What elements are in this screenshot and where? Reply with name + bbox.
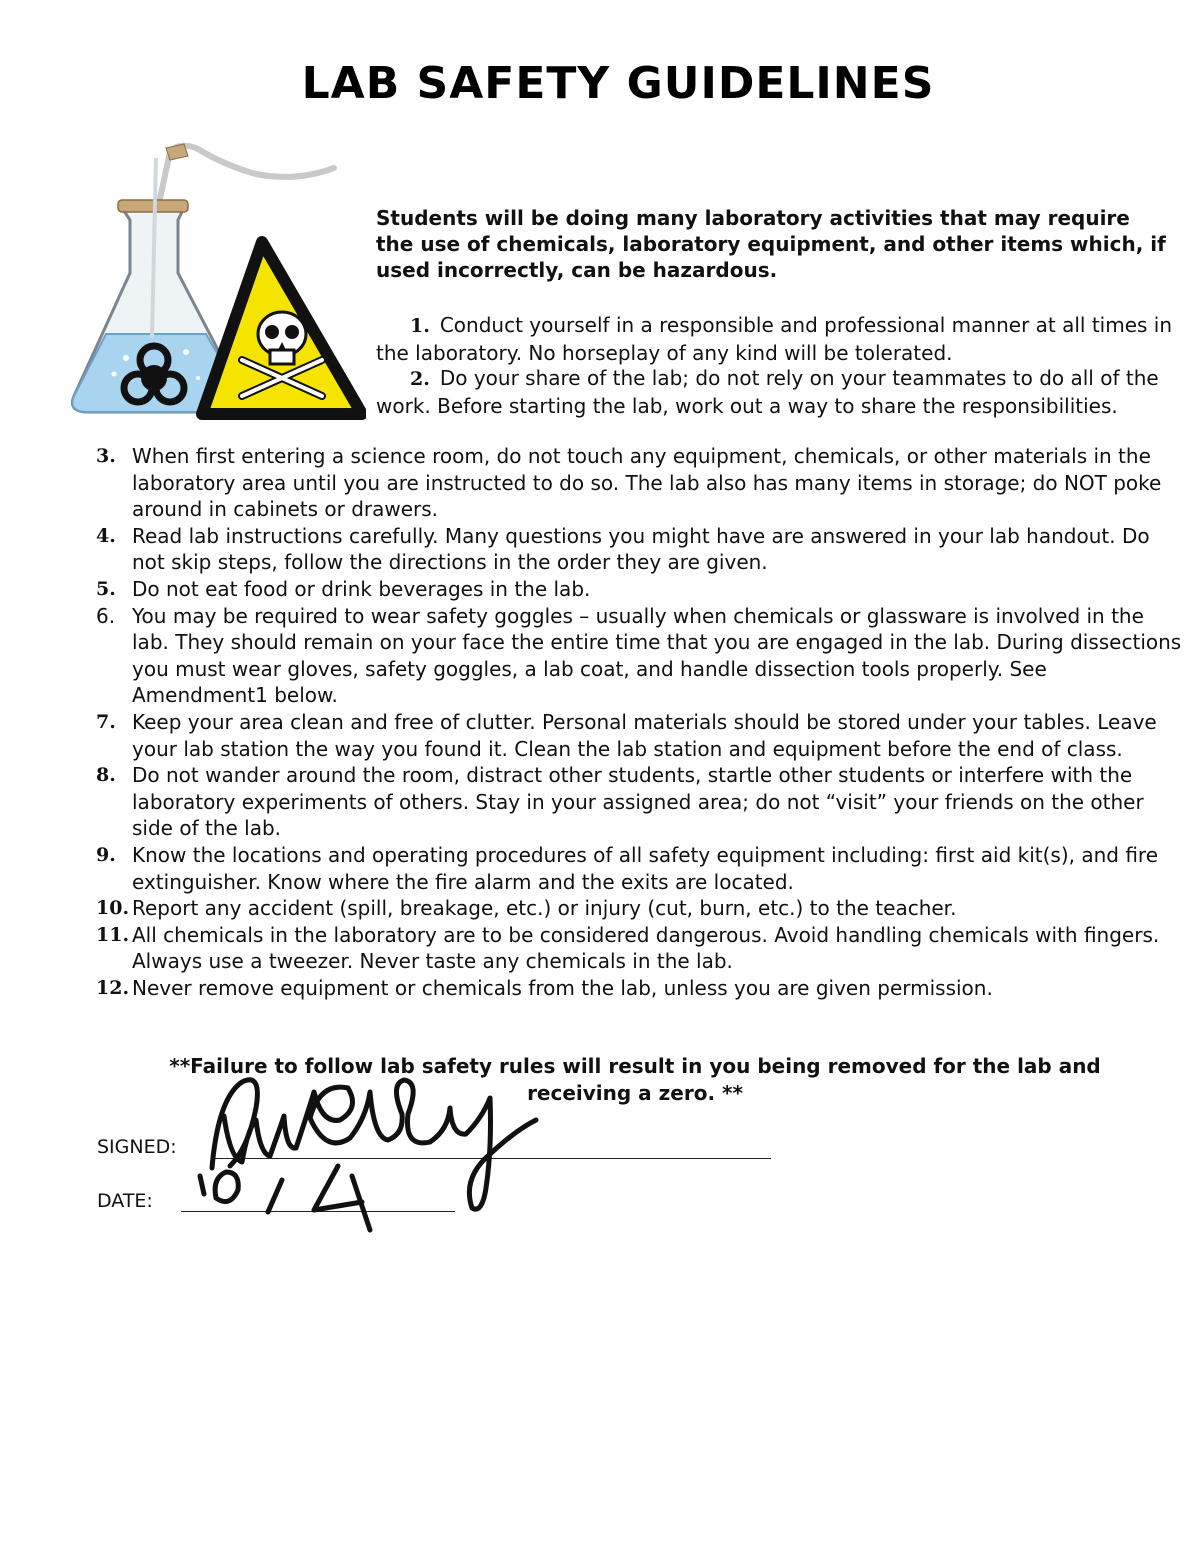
tubing-icon	[158, 144, 334, 208]
date-line[interactable]	[181, 1211, 455, 1212]
rule-item	[376, 312, 1176, 366]
rule-number: 9.	[96, 843, 116, 866]
rule-text: You may be required to wear safety goggles – usually when chemicals or glassware is involved in the lab. They should remain on your face the entire time that you are engaged in the lab. During dissections you must wear gloves, safety goggles, a lab coat, and handle dissection tools properly. See Amendment1 below.	[132, 603, 1182, 708]
rule-item	[96, 523, 1186, 576]
date-label: DATE:	[97, 1190, 153, 1212]
rule-number: 12.	[96, 976, 130, 999]
rule-item	[96, 443, 1186, 523]
rule-number: 3.	[96, 445, 116, 467]
signature-line[interactable]	[213, 1158, 771, 1159]
rule-text: All chemicals in the laboratory are to be considered dangerous. Avoid handling chemicals with fingers. Always use a tweezer. Never taste any chemicals in the lab.	[132, 922, 1160, 974]
rule-number: 11.	[96, 923, 130, 946]
rule-text: Know the locations and operating procedures of all safety equipment including: first aid kit(s), and fire extinguisher. Know where the fire alarm and the exits are located.	[132, 842, 1159, 894]
rule-text: Never remove equipment or chemicals from the lab, unless you are given permission.	[132, 975, 993, 1000]
rule-text: Conduct yourself in a responsible and professional manner at all times in the laboratory. No horseplay of any kind will be tolerated.	[376, 313, 1173, 365]
rule-text: Do not wander around the room, distract other students, startle other students or interfere with the laboratory experiments of others. Stay in your assigned area; do not “visit” your friends on the other side of the lab.	[132, 763, 1144, 841]
rule-item	[96, 922, 1186, 975]
rule-item	[96, 762, 1186, 842]
rule-number: 10.	[96, 897, 130, 920]
rule-text: Do not eat food or drink beverages in the lab.	[132, 576, 591, 601]
rule-text: Read lab instructions carefully. Many questions you might have are answered in your lab handout. Do not skip steps, follow the directions in the order they are given.	[132, 523, 1150, 575]
lab-hazard-illustration	[66, 138, 366, 428]
rule-number: 8.	[96, 764, 116, 787]
rule-item	[96, 842, 1186, 895]
rule-item	[96, 576, 1186, 603]
rules-list	[96, 443, 1186, 1001]
rule-text: Report any accident (spill, breakage, etc.) or injury (cut, burn, etc.) to the teacher.	[132, 896, 957, 921]
rule-number: 1.	[410, 315, 430, 337]
rule-number: 2.	[410, 368, 430, 390]
rule-number: 5.	[96, 577, 116, 600]
rule-text: Keep your area clean and free of clutter. Personal materials should be stored under your tables. Leave your lab station the way you found it. Clean the lab station and equipment before the end of class.	[132, 709, 1157, 761]
intro-paragraph: Students will be doing many laboratory activities that may require the use of chemicals, laboratory equipment, and other items which, if used incorrectly, can be hazardous.	[376, 206, 1166, 282]
failure-warning: **Failure to follow lab safety rules will result in you being removed for the lab and receiving a zero. **	[169, 1054, 1101, 1105]
rule-item	[96, 975, 1186, 1002]
rule-number: 6.	[96, 603, 116, 628]
skull-crossbones-warning-icon	[202, 242, 362, 414]
rule-number: 4.	[96, 524, 116, 547]
rule-item	[96, 603, 1186, 709]
rule-number: 7.	[96, 710, 116, 733]
rule-text: Do your share of the lab; do not rely on your teammates to do all of the work. Before starting the lab, work out a way to share the responsibilities.	[376, 366, 1159, 418]
signed-label: SIGNED:	[97, 1136, 177, 1158]
page-title: LAB SAFETY GUIDELINES	[301, 58, 935, 109]
rule-item	[96, 895, 1186, 922]
handwritten-date	[190, 1158, 390, 1238]
rule-text: When first entering a science room, do not touch any equipment, chemicals, or other materials in the laboratory area until you are instructed to do so. The lab also has many items in storage; do NOT poke around in cabinets or drawers.	[132, 444, 1162, 522]
rule-item	[376, 365, 1176, 419]
rule-item	[96, 709, 1186, 762]
